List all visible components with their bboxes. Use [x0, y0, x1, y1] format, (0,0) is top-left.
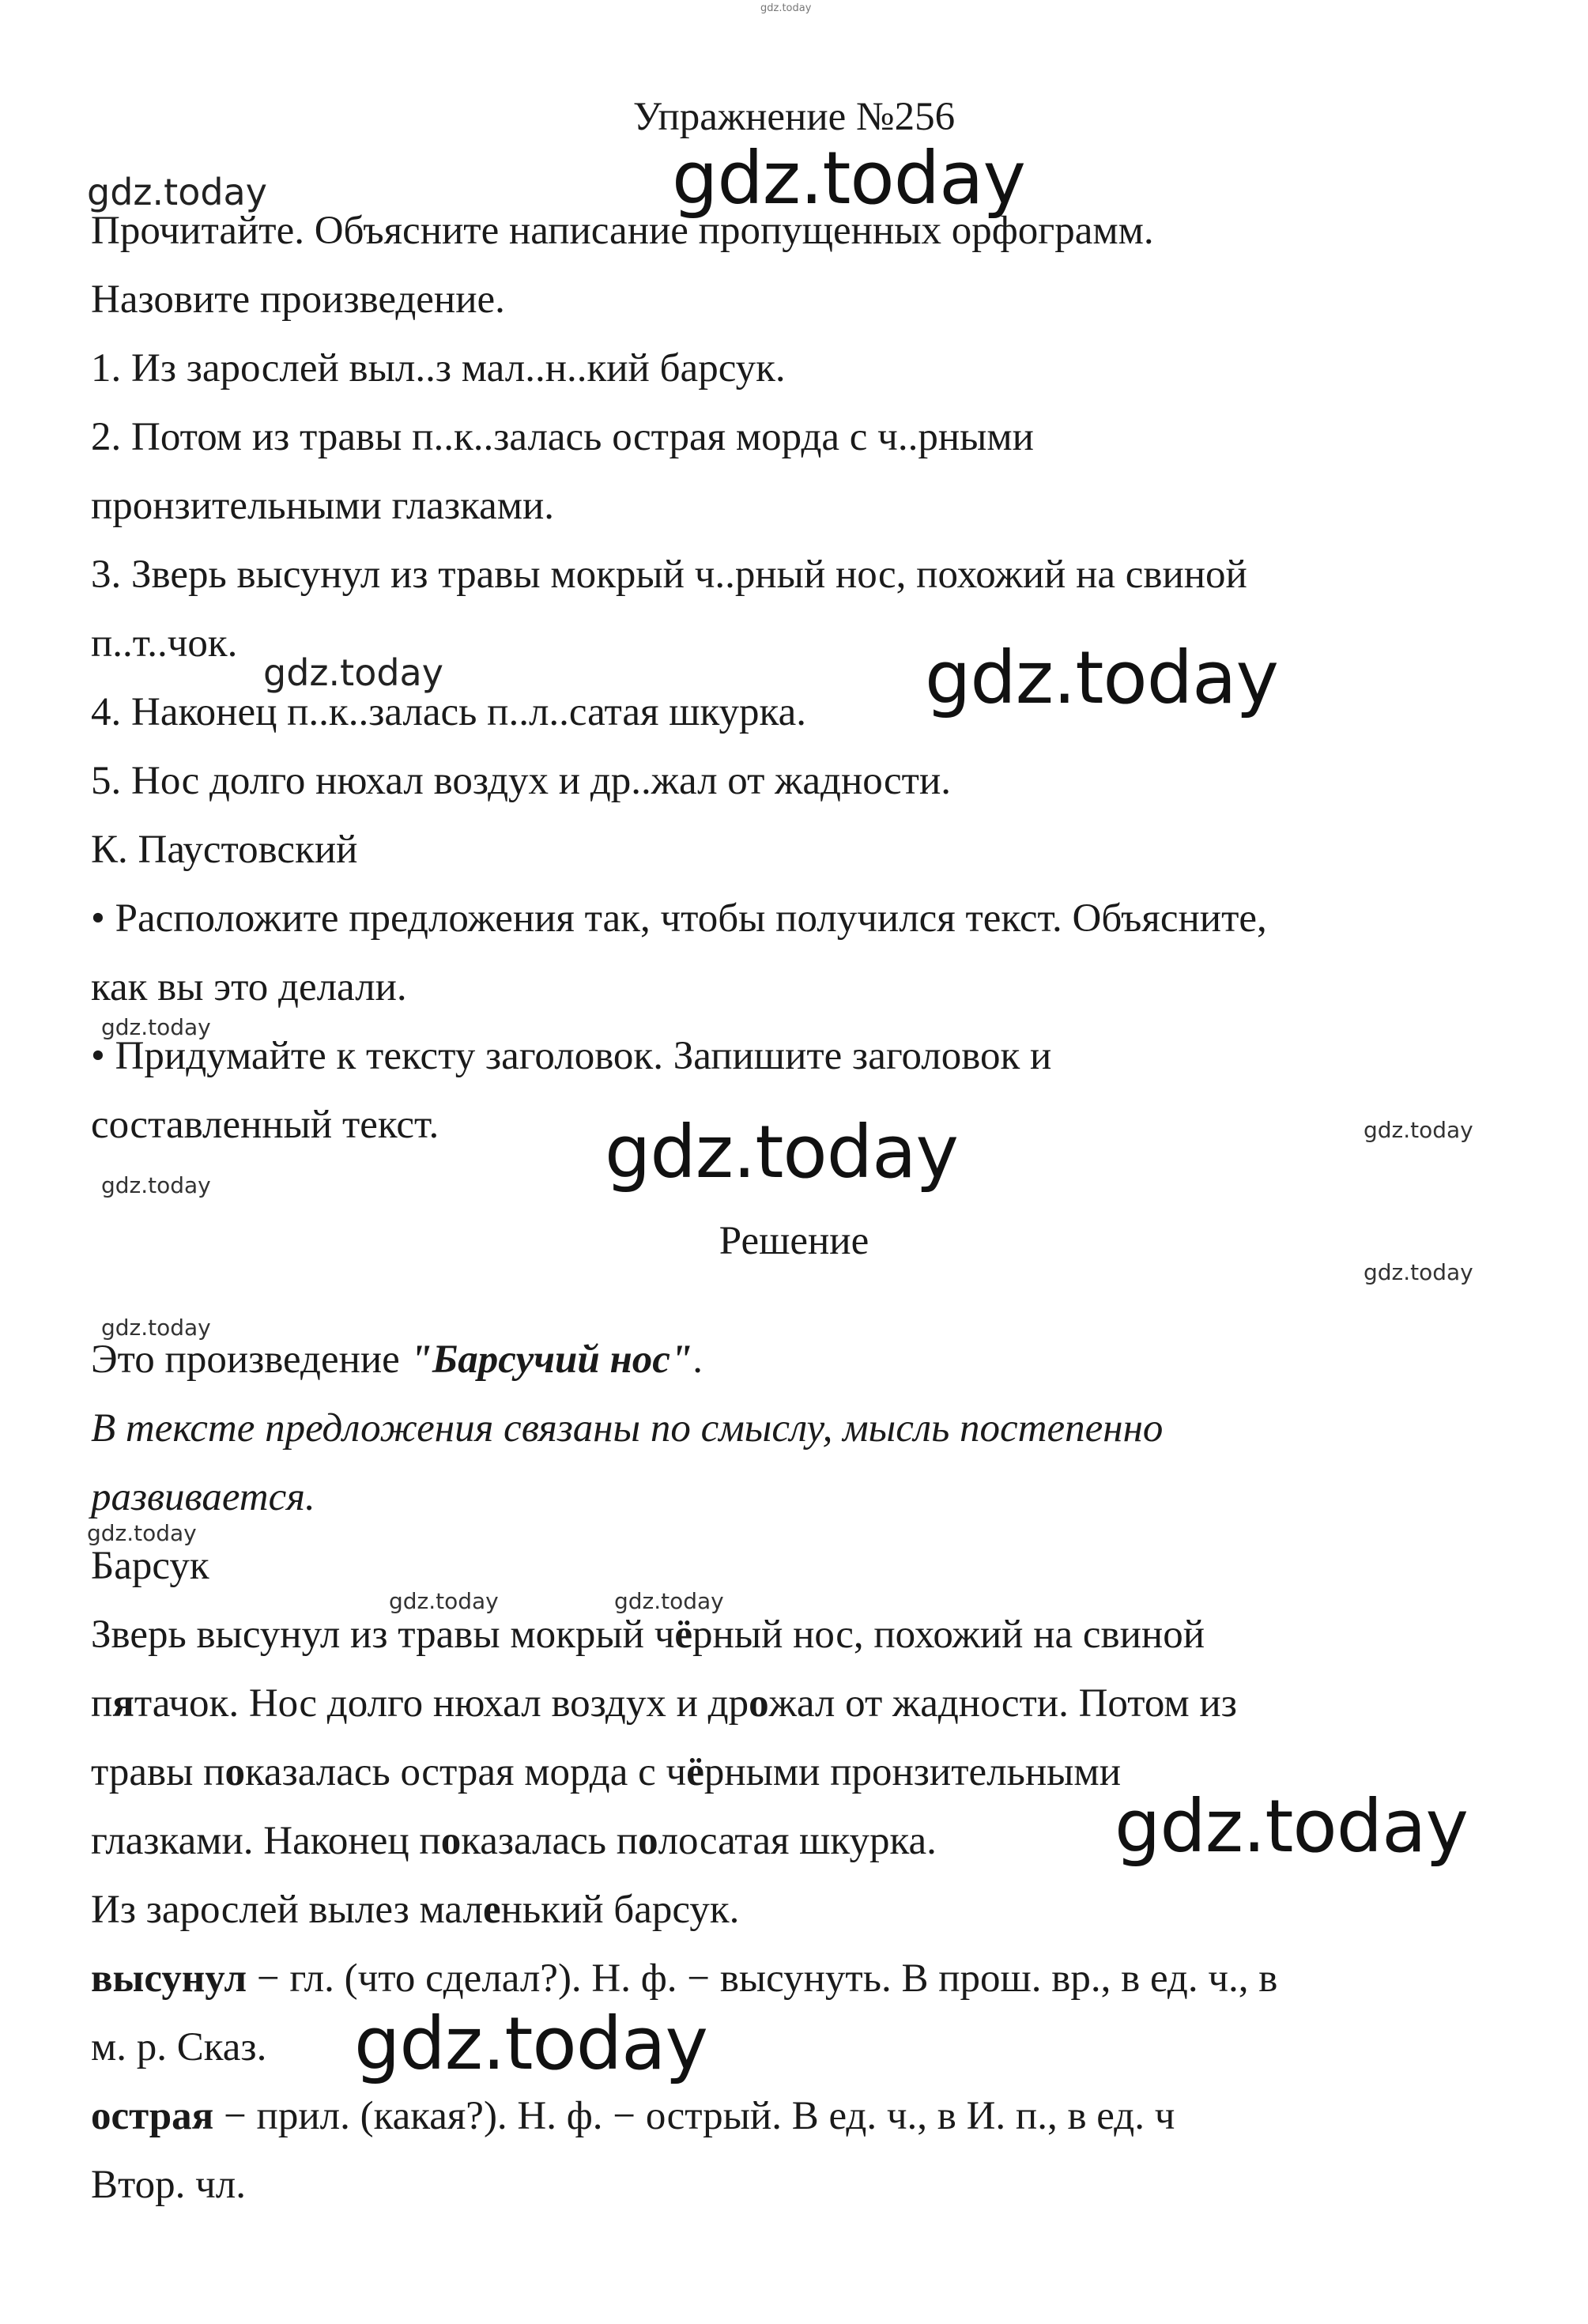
explanation-line: В тексте предложения связаны по смыслу, мысль постепенно	[91, 1406, 1164, 1451]
bold-letter: о	[440, 1819, 462, 1863]
text-segment: казалась п	[461, 1819, 639, 1863]
task-line: 2. Потом из травы п..к..залась острая морда с ч..рными	[91, 415, 1034, 459]
task-line: Прочитайте. Объясните написание пропущенных орфограмм.	[91, 209, 1154, 253]
work-prefix: Это произведение	[91, 1337, 410, 1382]
watermark: gdz.today	[263, 651, 443, 694]
watermark: gdz.today	[87, 171, 267, 213]
text-segment: м. р. Сказ.	[91, 2025, 267, 2069]
bold-letter: о	[749, 1681, 769, 1726]
author-line: К. Паустовский	[91, 828, 358, 872]
text-segment: − гл. (что сделал?). Н. ф. − высунуть. В прош. вр., в ед. ч., в	[247, 1956, 1278, 2001]
bold-letter: о	[224, 1750, 245, 1794]
text-segment: травы п	[91, 1750, 225, 1794]
bold-letter: е	[482, 1888, 501, 1932]
task-line: 3. Зверь высунул из травы мокрый ч..рный нос, похожий на свиной	[91, 553, 1247, 597]
watermark: gdz.today	[101, 1172, 211, 1198]
bold-letter: высунул	[91, 1956, 247, 2001]
bold-letter: ё	[686, 1750, 704, 1794]
story-line	[91, 1886, 739, 1934]
watermark: gdz.today	[760, 2, 812, 14]
watermark: gdz.today	[1364, 1117, 1473, 1143]
watermark: gdz.today	[925, 636, 1278, 720]
bold-letter: я	[112, 1681, 134, 1726]
task-line: п..т..чок.	[91, 621, 238, 666]
watermark: gdz.today	[614, 1588, 724, 1614]
watermark: gdz.today	[87, 1520, 197, 1546]
task-line: 1. Из зарослей выл..з мал..н..кий барсук.	[91, 346, 786, 390]
text-segment: нький барсук.	[500, 1888, 740, 1932]
story-line	[91, 1749, 1121, 1796]
story-line	[91, 1680, 1237, 1727]
solution-heading: Решение	[719, 1219, 869, 1263]
text-segment: тачок. Нос долго нюхал воздух и др	[134, 1681, 749, 1726]
text-segment: рными пронзительными	[703, 1750, 1121, 1794]
task-line: 5. Нос долго нюхал воздух и др..жал от жадности.	[91, 759, 952, 803]
task-line: пронзительными глазками.	[91, 484, 555, 528]
task-line: Назовите произведение.	[91, 277, 505, 322]
watermark: gdz.today	[354, 2001, 707, 2086]
text-segment: Зверь высунул из травы мокрый ч	[91, 1613, 675, 1657]
watermark: gdz.today	[101, 1014, 211, 1040]
watermark: gdz.today	[672, 136, 1025, 221]
work-title-line	[91, 1336, 703, 1383]
story-line	[91, 1611, 1205, 1658]
text-segment: Втор. чл.	[91, 2163, 246, 2207]
text-segment: жал от жадности. Потом из	[768, 1681, 1237, 1726]
task-line: как вы это делали.	[91, 965, 407, 1009]
parsing-line	[91, 2092, 1175, 2140]
explanation-line: развивается.	[91, 1475, 315, 1519]
watermark: gdz.today	[1115, 1784, 1468, 1869]
text-segment: Из зарослей вылез мал	[91, 1888, 483, 1932]
parsing-line	[91, 2024, 266, 2071]
bold-letter: острая	[91, 2094, 214, 2138]
parsing-line	[91, 1955, 1277, 2002]
text-segment: лосатая шкурка.	[658, 1819, 937, 1863]
text-segment: п	[91, 1681, 113, 1726]
page-title: Упражнение №256	[632, 95, 956, 139]
task-line: • Придумайте к тексту заголовок. Запишите заголовок и	[91, 1034, 1052, 1078]
bold-letter: о	[638, 1819, 658, 1863]
task-line: • Расположите предложения так, чтобы получился текст. Объясните,	[91, 896, 1267, 941]
text-segment: казалась острая морда с ч	[244, 1750, 687, 1794]
story-line	[91, 1817, 937, 1865]
parsing-line	[91, 2161, 246, 2209]
watermark: gdz.today	[1364, 1259, 1473, 1285]
task-line: 4. Наконец п..к..залась п..л..сатая шкурка.	[91, 690, 806, 734]
text-segment: − прил. (какая?). Н. ф. − острый. В ед. ч., в И. п., в ед. ч	[213, 2094, 1175, 2138]
bold-letter: ё	[674, 1613, 693, 1657]
watermark: gdz.today	[605, 1110, 958, 1194]
text-segment: глазками. Наконец п	[91, 1819, 441, 1863]
work-suffix: .	[692, 1337, 703, 1382]
story-title: Барсук	[91, 1544, 209, 1588]
watermark: gdz.today	[389, 1588, 499, 1614]
watermark: gdz.today	[101, 1315, 211, 1341]
text-segment: рный нос, похожий на свиной	[692, 1613, 1205, 1657]
task-line: составленный текст.	[91, 1103, 439, 1147]
work-title: "Барсучий нос"	[409, 1337, 693, 1382]
